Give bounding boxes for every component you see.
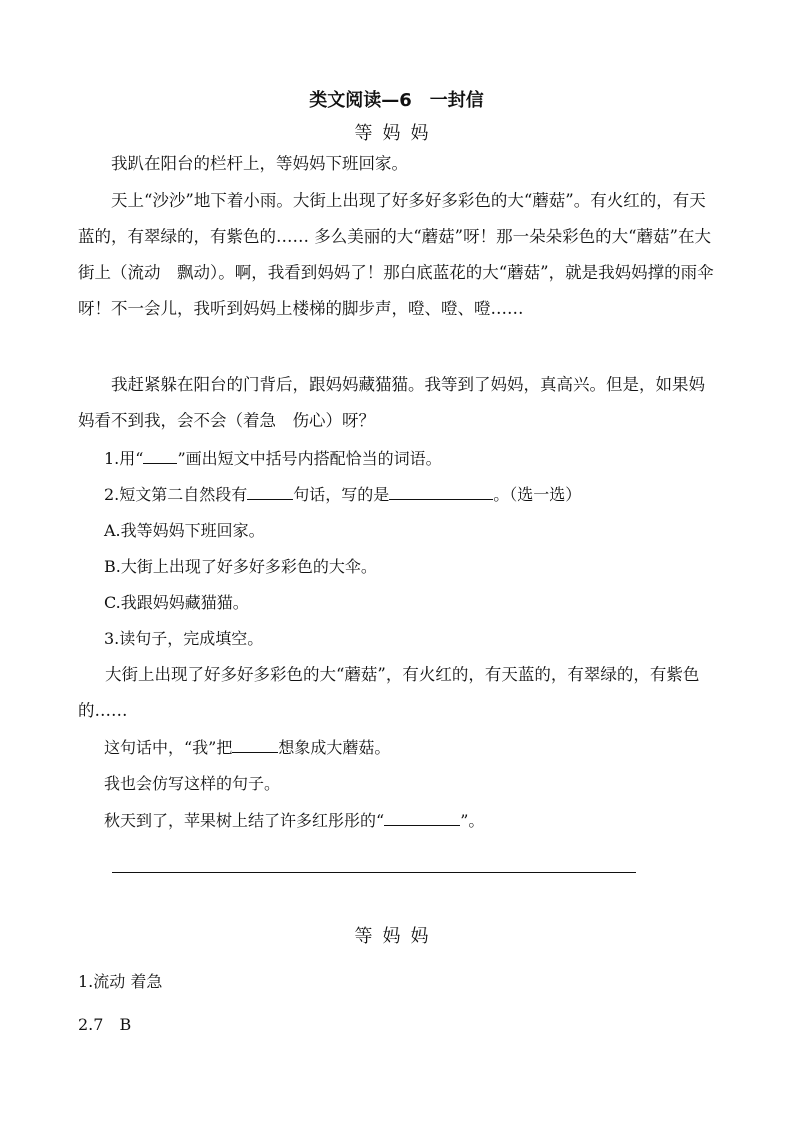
story-paragraph-1: 我趴在阳台的栏杆上，等妈妈下班回家。 xyxy=(111,154,408,173)
answer-title: 等妈妈 xyxy=(354,926,439,947)
question-3-sentence: 大街上出现了好多好多彩色的大“蘑菇”，有火红的，有天蓝的，有翠绿的，有紫色的…… xyxy=(78,665,700,720)
question-1-suffix: ”画出短文中括号内搭配恰当的词语。 xyxy=(177,449,442,468)
question-3-fill-a-prefix: 这句话中，“我”把 xyxy=(104,738,233,757)
option-a: A.我等妈妈下班回家。 xyxy=(104,521,265,540)
answer-2: 2.7 B xyxy=(78,1015,132,1034)
question-2-middle: 句话，写的是 xyxy=(293,485,390,504)
question-2 xyxy=(104,480,581,510)
question-3-fill-a-blank[interactable] xyxy=(232,738,278,753)
story-paragraph-2: 天上“沙沙”地下着小雨。大街上出现了好多好多彩色的大“蘑菇”。有火红的，有天蓝的，有翠绿的，有紫色的…… 多么美丽的大“蘑菇”呀！那一朵朵彩色的大“蘑菇”在大街上（流动 飘动）。啊，我看到妈妈了！那白底蓝花的大“蘑菇”，就是我妈妈撑的雨伞呀！不一会儿，我听到妈妈上楼梯的脚步声，噔、噔、噔…… xyxy=(78,191,714,318)
question-2-suffix: 。（选一选） xyxy=(493,485,582,504)
question-2-count-blank[interactable] xyxy=(247,485,293,500)
question-3-fill-a-suffix: 想象成大蘑菇。 xyxy=(278,738,391,757)
section-divider xyxy=(112,872,636,873)
option-c: C.我跟妈妈藏猫猫。 xyxy=(104,593,249,612)
question-1-blank[interactable] xyxy=(143,449,177,464)
question-1-prefix: 1.用“ xyxy=(104,449,144,468)
question-3-fill-a xyxy=(104,733,390,763)
question-3-fill-c-prefix: 秋天到了，苹果树上结了许多红彤彤的“ xyxy=(104,811,385,830)
story-title: 等妈妈 xyxy=(354,123,439,144)
question-3: 3.读句子，完成填空。 xyxy=(104,629,264,648)
question-1 xyxy=(104,444,442,474)
question-2-prefix: 2.短文第二自然段有 xyxy=(104,485,248,504)
story-paragraph-3: 我赶紧躲在阳台的门背后，跟妈妈藏猫猫。我等到了妈妈，真高兴。但是，如果妈妈看不到我，会不会（着急 伤心）呀？ xyxy=(78,375,705,430)
question-3-fill-c-blank[interactable] xyxy=(384,811,460,826)
worksheet-title: 类文阅读—6 一封信 xyxy=(309,90,484,111)
question-3-imitate-prompt: 我也会仿写这样的句子。 xyxy=(104,774,281,793)
option-b: B.大街上出现了好多好多彩色的大伞。 xyxy=(104,557,377,576)
question-3-fill-c-suffix: ”。 xyxy=(460,811,485,830)
question-2-content-blank[interactable] xyxy=(389,485,493,500)
question-3-fill-c xyxy=(104,806,484,836)
answer-1: 1.流动 着急 xyxy=(78,972,163,991)
